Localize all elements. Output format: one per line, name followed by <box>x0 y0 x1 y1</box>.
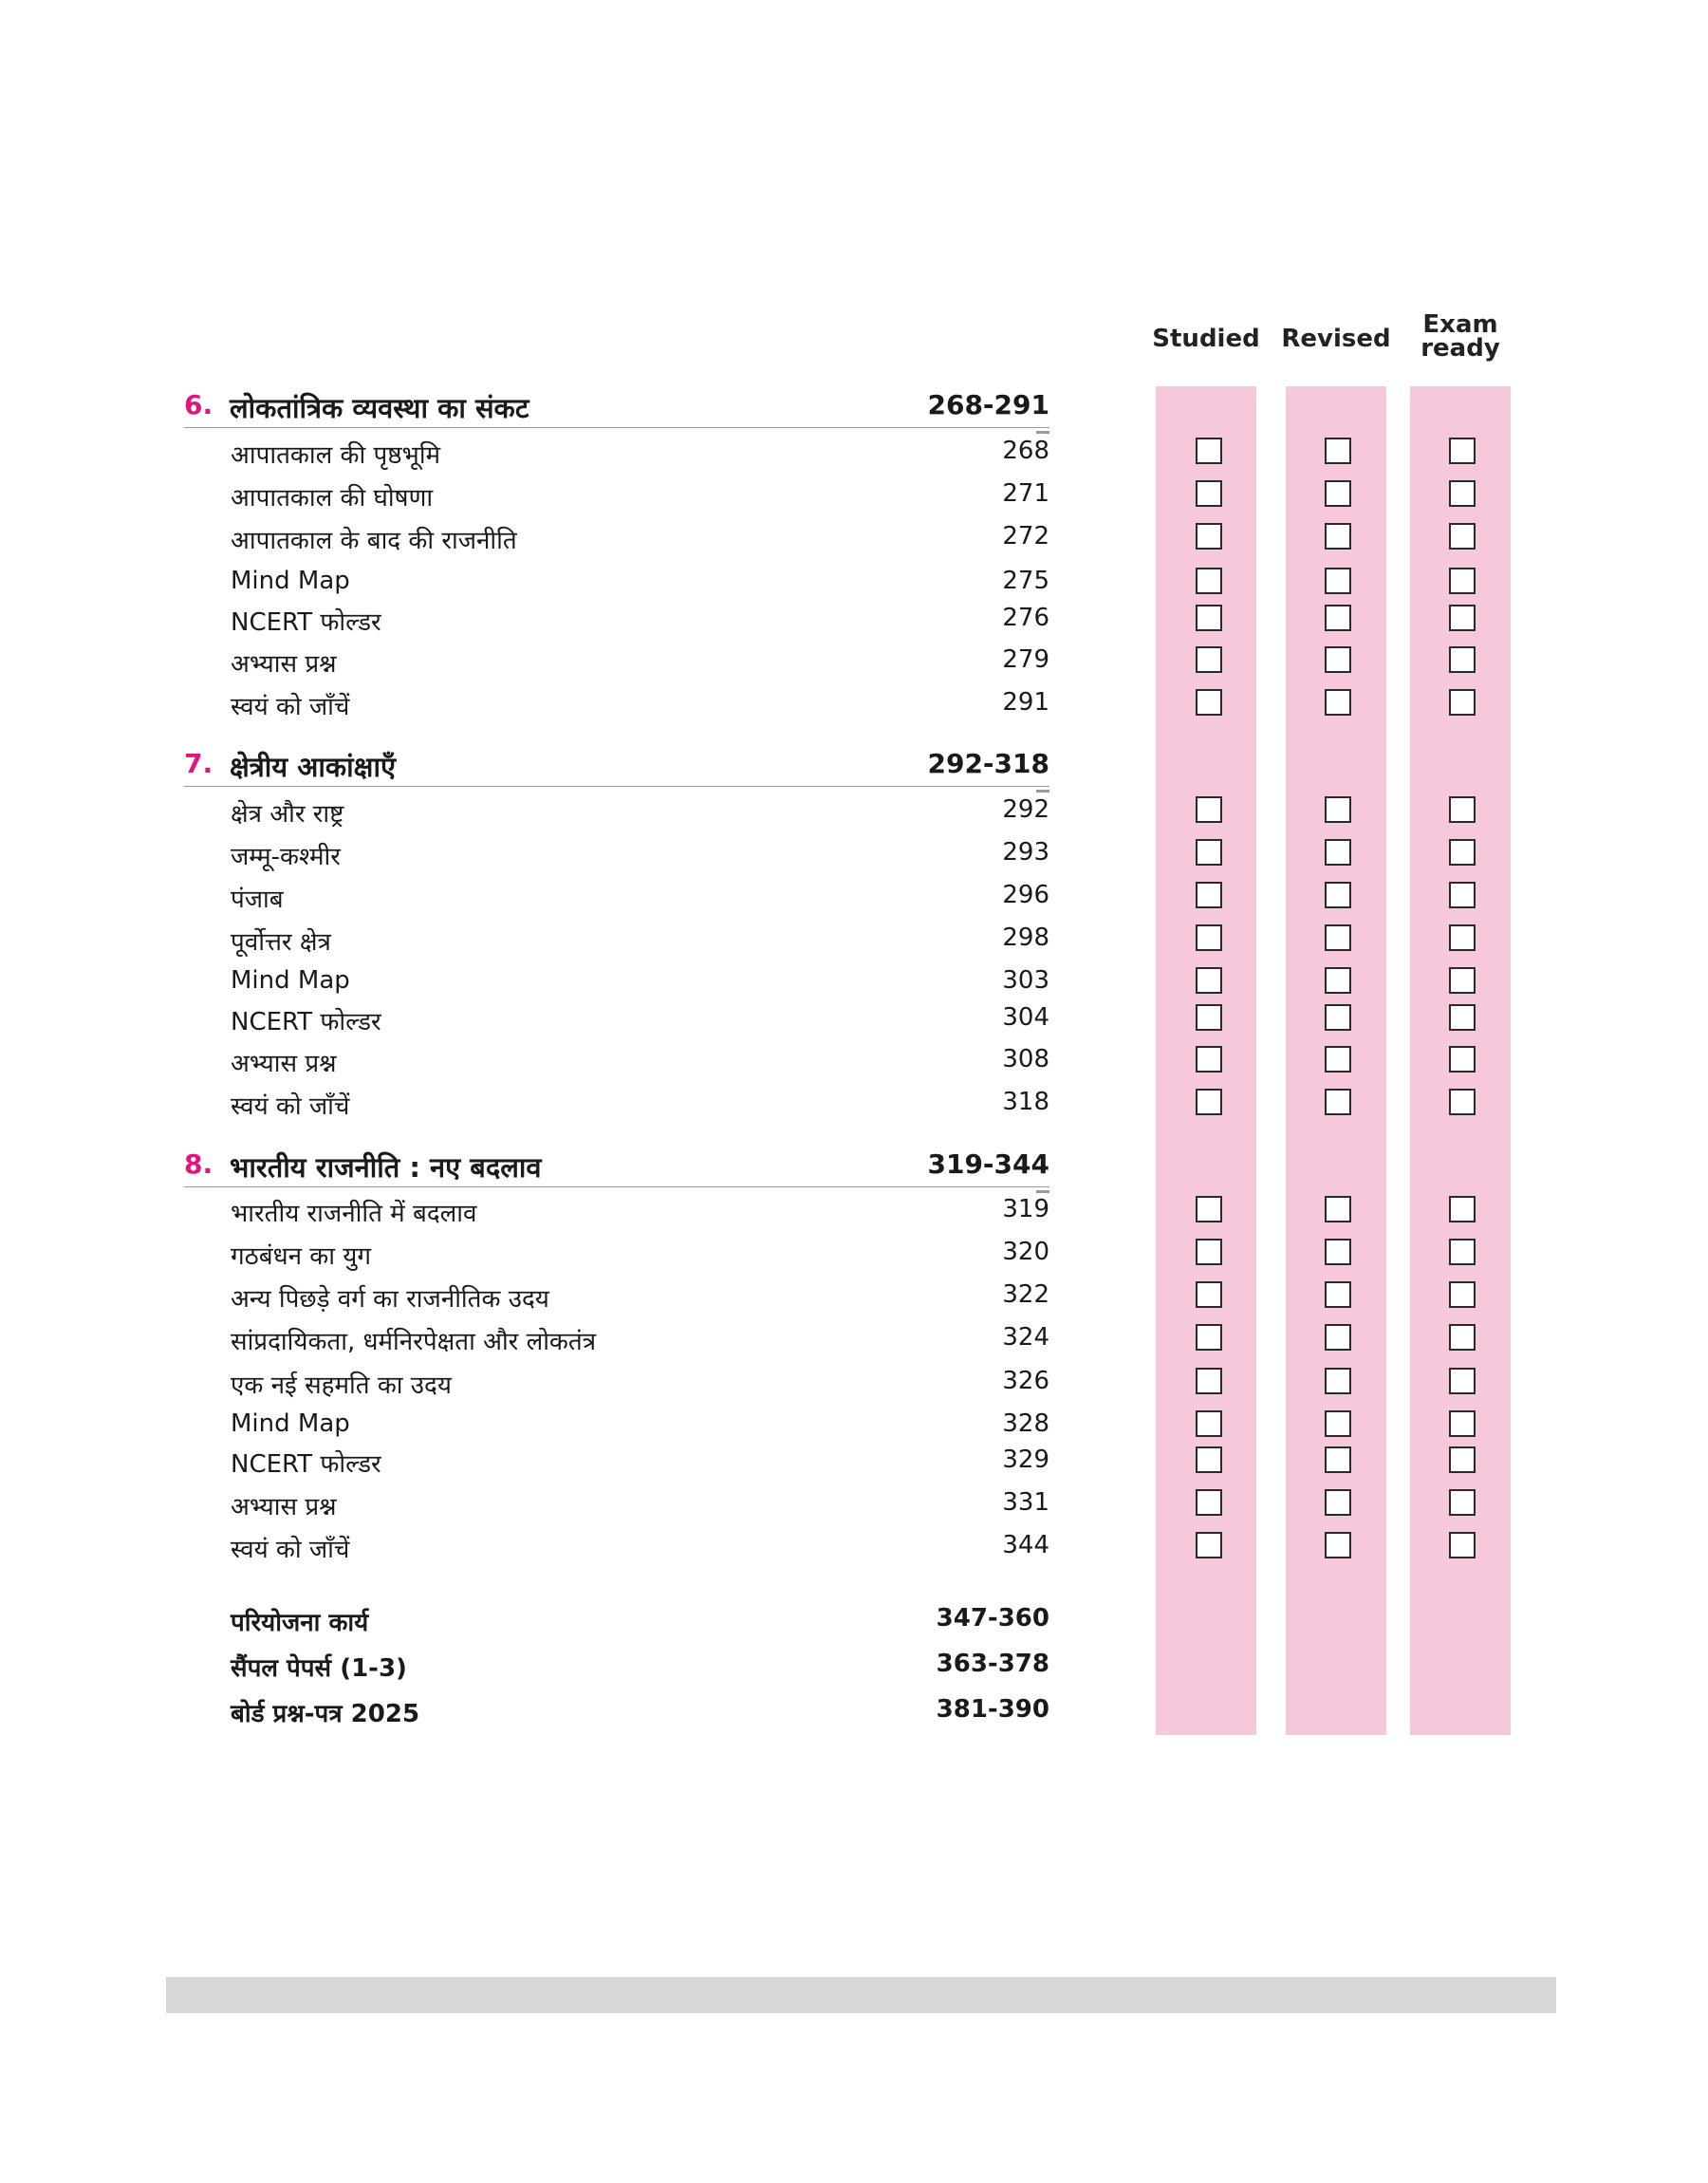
studied-checkbox[interactable] <box>1196 882 1222 908</box>
studied-header-label: Studied <box>1152 325 1260 353</box>
topic-row <box>231 838 1049 876</box>
topic-page: 308 <box>1002 1045 1049 1073</box>
topic-row <box>231 1195 1049 1233</box>
topic-page: 320 <box>1002 1238 1049 1266</box>
revised-checkbox[interactable] <box>1325 967 1351 994</box>
topic-label: अभ्यास प्रश्न <box>231 1493 337 1521</box>
studied-checkbox[interactable] <box>1196 1089 1222 1115</box>
studied-checkbox[interactable] <box>1196 1489 1222 1516</box>
extra-section-pages: 363-378 <box>936 1650 1049 1678</box>
exam-ready-checkbox[interactable] <box>1449 1196 1476 1222</box>
studied-checkbox[interactable] <box>1196 1046 1222 1073</box>
exam-ready-checkbox[interactable] <box>1449 1281 1476 1308</box>
exam-ready-checkbox[interactable] <box>1449 1004 1476 1031</box>
revised-checkbox[interactable] <box>1325 1446 1351 1473</box>
revised-column-header <box>1272 327 1401 351</box>
extra-section-label: परियोजना कार्य <box>231 1609 369 1637</box>
topic-row <box>231 522 1049 560</box>
topic-page: 304 <box>1002 1003 1049 1032</box>
topic-row <box>231 1409 1049 1447</box>
revised-checkbox[interactable] <box>1325 438 1351 464</box>
revised-checkbox[interactable] <box>1325 605 1351 631</box>
topic-page: 272 <box>1002 522 1049 550</box>
topic-label: अभ्यास प्रश्न <box>231 1050 337 1078</box>
revised-checkbox[interactable] <box>1325 882 1351 908</box>
topic-page: 279 <box>1002 645 1049 674</box>
exam-ready-checkbox[interactable] <box>1449 1368 1476 1394</box>
topic-row <box>231 688 1049 726</box>
studied-checkbox[interactable] <box>1196 1446 1222 1473</box>
chapter-title: भारतीय राजनीति : नए बदलाव <box>230 1151 542 1184</box>
studied-checkbox[interactable] <box>1196 924 1222 951</box>
revised-checkbox[interactable] <box>1325 1089 1351 1115</box>
topic-row <box>231 604 1049 642</box>
exam-ready-checkbox[interactable] <box>1449 1410 1476 1437</box>
extra-section-row <box>231 1604 1049 1642</box>
revised-checkbox[interactable] <box>1325 1004 1351 1031</box>
studied-checkbox[interactable] <box>1196 796 1222 823</box>
exam-ready-checkbox[interactable] <box>1449 1046 1476 1073</box>
topic-row <box>231 795 1049 833</box>
exam-header-line1: Exam <box>1422 310 1498 339</box>
studied-checkbox[interactable] <box>1196 605 1222 631</box>
topic-page: 275 <box>1002 567 1049 595</box>
studied-checkbox[interactable] <box>1196 689 1222 716</box>
exam-ready-checkbox[interactable] <box>1449 924 1476 951</box>
studied-checkbox[interactable] <box>1196 1281 1222 1308</box>
topic-page: 318 <box>1002 1088 1049 1116</box>
topic-row <box>231 1088 1049 1126</box>
topic-row <box>231 1003 1049 1041</box>
topic-page: 331 <box>1002 1488 1049 1517</box>
topic-label: Mind Map <box>231 966 350 995</box>
extra-section-label: सैंपल पेपर्स (1-3) <box>231 1654 407 1683</box>
topic-row <box>231 1045 1049 1083</box>
topic-page: 298 <box>1002 924 1049 952</box>
topic-label: NCERT फोल्डर <box>231 608 381 637</box>
topic-page: 268 <box>1002 437 1049 465</box>
chapter-title: क्षेत्रीय आकांक्षाएँ <box>230 751 396 783</box>
studied-checkbox[interactable] <box>1196 1410 1222 1437</box>
revised-checkbox[interactable] <box>1325 689 1351 716</box>
exam-ready-checkbox[interactable] <box>1449 1089 1476 1115</box>
topic-label: NCERT फोल्डर <box>231 1450 381 1479</box>
chapter-page-range: 292-318 <box>927 748 1049 779</box>
topic-page: 328 <box>1002 1409 1049 1438</box>
topic-label: अभ्यास प्रश्न <box>231 650 337 679</box>
topic-label: अन्य पिछड़े वर्ग का राजनीतिक उदय <box>231 1285 549 1314</box>
topic-row <box>231 881 1049 919</box>
topic-row <box>231 1238 1049 1276</box>
exam-ready-checkbox[interactable] <box>1449 882 1476 908</box>
footer-bar <box>166 1977 1556 2013</box>
studied-checkbox[interactable] <box>1196 1004 1222 1031</box>
exam-ready-checkbox[interactable] <box>1449 1324 1476 1351</box>
studied-checkbox[interactable] <box>1196 1532 1222 1558</box>
exam-ready-checkbox[interactable] <box>1449 523 1476 550</box>
topic-page: 324 <box>1002 1323 1049 1352</box>
exam-ready-checkbox[interactable] <box>1449 438 1476 464</box>
exam-ready-checkbox[interactable] <box>1449 1446 1476 1473</box>
topic-row <box>231 1367 1049 1405</box>
exam-ready-checkbox[interactable] <box>1449 796 1476 823</box>
topic-row <box>231 1280 1049 1318</box>
studied-checkbox[interactable] <box>1196 438 1222 464</box>
exam-ready-checkbox[interactable] <box>1449 1532 1476 1558</box>
topic-label: Mind Map <box>231 567 350 595</box>
topic-row <box>231 1323 1049 1361</box>
revised-checkbox[interactable] <box>1325 1489 1351 1516</box>
extra-section-pages: 347-360 <box>936 1604 1049 1633</box>
exam-ready-column-header <box>1396 310 1525 363</box>
studied-column-header <box>1142 327 1271 351</box>
topic-label: स्वयं को जाँचें <box>231 1092 350 1121</box>
revised-checkbox[interactable] <box>1325 646 1351 673</box>
topic-label: भारतीय राजनीति में बदलाव <box>231 1200 477 1228</box>
studied-checkbox[interactable] <box>1196 1239 1222 1265</box>
extra-section-row <box>231 1695 1049 1733</box>
topic-label: आपातकाल की घोषणा <box>231 484 434 513</box>
topic-page: 276 <box>1002 604 1049 632</box>
revised-checkbox[interactable] <box>1325 1281 1351 1308</box>
chapter-number: 8. <box>184 1148 214 1180</box>
revised-checkbox[interactable] <box>1325 924 1351 951</box>
exam-ready-checkbox[interactable] <box>1449 689 1476 716</box>
underline-tick <box>1036 790 1049 793</box>
studied-checkbox[interactable] <box>1196 523 1222 550</box>
topic-label: आपातकाल के बाद की राजनीति <box>231 527 517 555</box>
studied-checkbox[interactable] <box>1196 480 1222 507</box>
topic-page: 326 <box>1002 1367 1049 1395</box>
extra-section-label: बोर्ड प्रश्न-पत्र 2025 <box>231 1700 420 1728</box>
exam-ready-checkbox[interactable] <box>1449 967 1476 994</box>
studied-checkbox[interactable] <box>1196 646 1222 673</box>
topic-row <box>231 1531 1049 1569</box>
studied-checkbox[interactable] <box>1196 967 1222 994</box>
topic-label: जम्मू-कश्मीर <box>231 843 341 871</box>
exam-header-line2: ready <box>1420 334 1500 363</box>
chapter-number: 6. <box>184 389 214 420</box>
chapter-heading <box>184 748 1049 787</box>
topic-label: आपातकाल की पृष्ठभूमि <box>231 441 441 470</box>
revised-checkbox[interactable] <box>1325 1532 1351 1558</box>
topic-page: 322 <box>1002 1280 1049 1309</box>
topic-label: सांप्रदायिकता, धर्मनिरपेक्षता और लोकतंत्र <box>231 1328 597 1356</box>
exam-ready-checkbox[interactable] <box>1449 1239 1476 1265</box>
revised-checkbox[interactable] <box>1325 1046 1351 1073</box>
exam-ready-checkbox[interactable] <box>1449 568 1476 594</box>
topic-row <box>231 1446 1049 1483</box>
topic-row <box>231 567 1049 605</box>
topic-label: पूर्वोत्तर क्षेत्र <box>231 928 331 957</box>
chapter-heading <box>184 389 1049 428</box>
topic-label: स्वयं को जाँचें <box>231 1536 350 1564</box>
revised-checkbox[interactable] <box>1325 1368 1351 1394</box>
revised-checkbox[interactable] <box>1325 839 1351 866</box>
topic-label: NCERT फोल्डर <box>231 1008 381 1036</box>
revised-checkbox[interactable] <box>1325 1324 1351 1351</box>
studied-checkbox[interactable] <box>1196 1196 1222 1222</box>
studied-checkbox[interactable] <box>1196 839 1222 866</box>
topic-label: क्षेत्र और राष्ट्र <box>231 800 344 829</box>
studied-checkbox[interactable] <box>1196 1324 1222 1351</box>
chapter-number: 7. <box>184 748 214 779</box>
topic-row <box>231 479 1049 517</box>
topic-label: एक नई सहमति का उदय <box>231 1371 452 1400</box>
topic-label: स्वयं को जाँचें <box>231 693 350 721</box>
topic-page: 293 <box>1002 838 1049 867</box>
topic-row <box>231 924 1049 961</box>
extra-section-pages: 381-390 <box>936 1695 1049 1724</box>
topic-label: पंजाब <box>231 886 284 914</box>
revised-checkbox[interactable] <box>1325 796 1351 823</box>
topic-label: Mind Map <box>231 1409 350 1438</box>
topic-row <box>231 1488 1049 1526</box>
topic-row <box>231 645 1049 683</box>
revised-checkbox[interactable] <box>1325 480 1351 507</box>
topic-page: 319 <box>1002 1195 1049 1223</box>
exam-ready-checkbox[interactable] <box>1449 1489 1476 1516</box>
topic-row <box>231 966 1049 1004</box>
exam-ready-checkbox[interactable] <box>1449 605 1476 631</box>
extra-section-row <box>231 1650 1049 1688</box>
chapter-page-range: 319-344 <box>927 1148 1049 1180</box>
topic-label: गठबंधन का युग <box>231 1242 371 1271</box>
topic-row <box>231 437 1049 475</box>
studied-checkbox[interactable] <box>1196 1368 1222 1394</box>
topic-page: 296 <box>1002 881 1049 909</box>
exam-ready-checkbox[interactable] <box>1449 480 1476 507</box>
revised-checkbox[interactable] <box>1325 1239 1351 1265</box>
revised-checkbox[interactable] <box>1325 1410 1351 1437</box>
topic-page: 329 <box>1002 1446 1049 1474</box>
topic-page: 292 <box>1002 795 1049 824</box>
chapter-heading <box>184 1148 1049 1187</box>
topic-page: 303 <box>1002 966 1049 995</box>
exam-ready-checkbox[interactable] <box>1449 839 1476 866</box>
topic-page: 291 <box>1002 688 1049 717</box>
underline-tick <box>1036 1190 1049 1193</box>
chapter-page-range: 268-291 <box>927 389 1049 420</box>
chapter-title: लोकतांत्रिक व्यवस्था का संकट <box>230 392 529 424</box>
studied-checkbox[interactable] <box>1196 568 1222 594</box>
revised-checkbox[interactable] <box>1325 568 1351 594</box>
topic-page: 344 <box>1002 1531 1049 1559</box>
exam-ready-checkbox[interactable] <box>1449 646 1476 673</box>
revised-checkbox[interactable] <box>1325 1196 1351 1222</box>
revised-checkbox[interactable] <box>1325 523 1351 550</box>
underline-tick <box>1036 431 1049 434</box>
revised-header-label: Revised <box>1281 325 1391 353</box>
topic-page: 271 <box>1002 479 1049 508</box>
